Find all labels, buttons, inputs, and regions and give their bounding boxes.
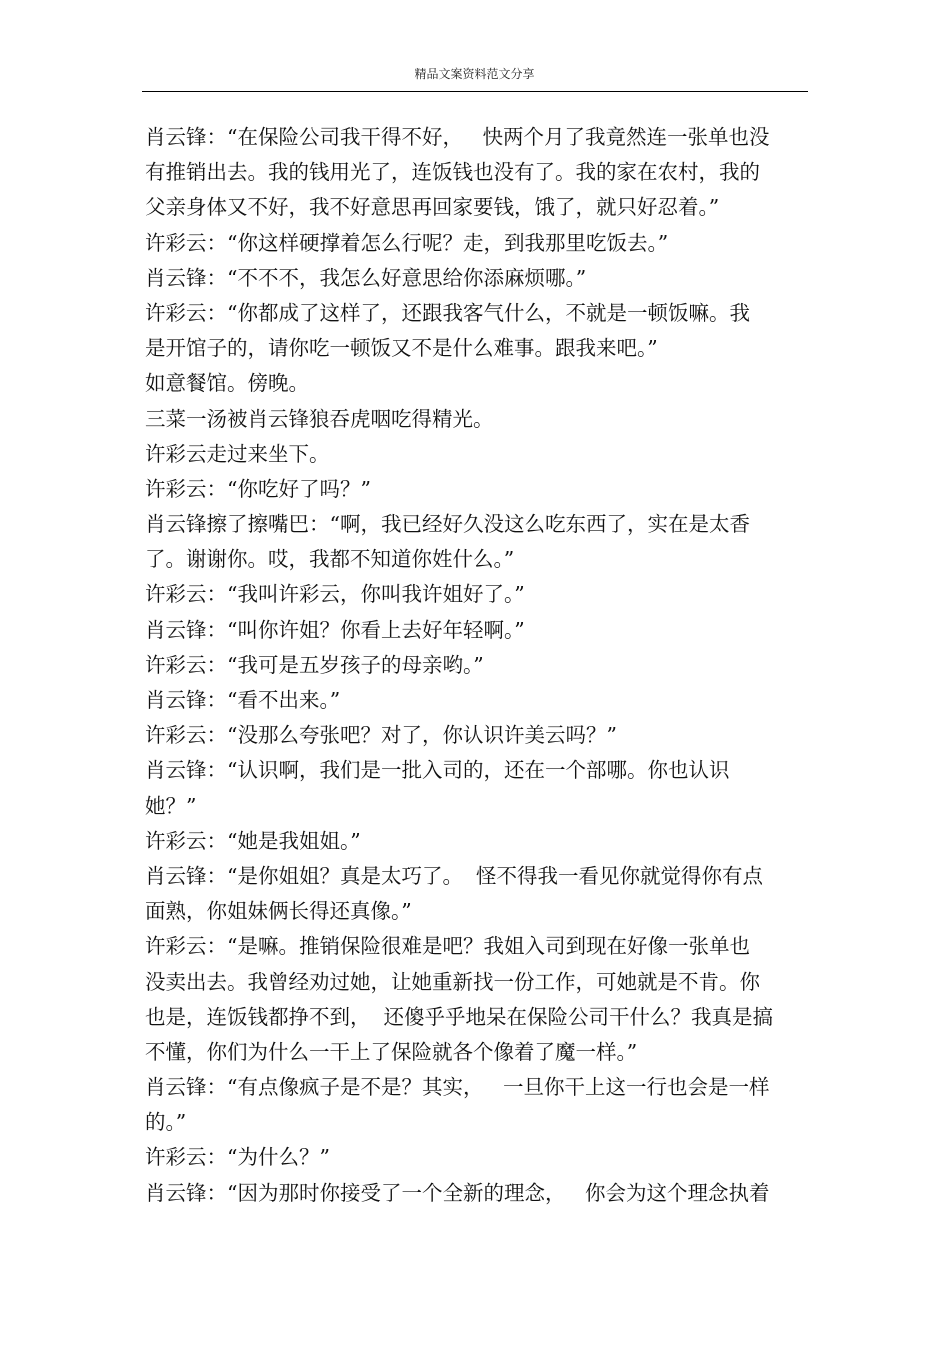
text-line: 如意餐馆。傍晚。 bbox=[145, 371, 309, 396]
document-body bbox=[145, 120, 805, 1211]
header-divider bbox=[142, 91, 808, 92]
text-line: 许彩云：“她是我姐姐。” bbox=[145, 828, 361, 853]
text-line: 三菜一汤被肖云锋狼吞虎咽吃得精光。 bbox=[145, 406, 494, 431]
text-line: 许彩云：“我可是五岁孩子的母亲哟。” bbox=[145, 652, 484, 677]
text-line: 许彩云：“没那么夸张吧？对了，你认识许美云吗？” bbox=[145, 723, 617, 748]
text-line: 许彩云：“你这样硬撑着怎么行呢？走，到我那里吃饭去。” bbox=[145, 230, 669, 255]
text-line: 许彩云：“是嘛。推销保险很难是吧？我姐入司到现在好像一张单也 bbox=[145, 934, 750, 959]
text-line: 肖云锋：“有点像疯子是不是？其实， 一旦你干上这一行也会是一样 bbox=[145, 1075, 770, 1100]
text-line: 也是，连饭钱都挣不到， 还傻乎乎地呆在保险公司干什么？我真是搞 bbox=[145, 1004, 774, 1029]
text-line: 是开馆子的，请你吃一顿饭又不是什么难事。跟我来吧。” bbox=[145, 336, 658, 361]
text-line: 许彩云：“你都成了这样了，还跟我客气什么，不就是一顿饭嘛。我 bbox=[145, 300, 750, 325]
text-line: 肖云锋：“是你姐姐？真是太巧了。 怪不得我一看见你就觉得你有点 bbox=[145, 863, 764, 888]
text-line: 父亲身体又不好，我不好意思再回家要钱，饿了，就只好忍着。” bbox=[145, 195, 720, 220]
text-line: 她？” bbox=[145, 793, 197, 818]
text-line: 肖云锋：“在保险公司我干得不好， 快两个月了我竟然连一张单也没 bbox=[145, 125, 770, 149]
text-line: 肖云锋：“因为那时你接受了一个全新的理念， 你会为这个理念执着 bbox=[145, 1180, 770, 1205]
text-line: 肖云锋擦了擦嘴巴：“啊，我已经好久没这么吃东西了，实在是太香 bbox=[145, 512, 750, 537]
text-line: 面熟，你姐妹俩长得还真像。” bbox=[145, 899, 412, 924]
text-line: 许彩云：“你吃好了吗？” bbox=[145, 476, 371, 501]
text-line: 许彩云：“为什么？” bbox=[145, 1145, 330, 1170]
text-line: 了。谢谢你。哎，我都不知道你姓什么。” bbox=[145, 547, 515, 572]
text-line: 的。” bbox=[145, 1110, 187, 1135]
text-line: 不懂，你们为什么一干上了保险就各个像着了魔一样。” bbox=[145, 1039, 638, 1064]
text-line: 许彩云走过来坐下。 bbox=[145, 441, 330, 466]
text-line: 许彩云：“我叫许彩云，你叫我许姐好了。” bbox=[145, 582, 525, 607]
text-line: 没卖出去。我曾经劝过她，让她重新找一份工作，可她就是不肯。你 bbox=[145, 969, 760, 994]
page-header: 精品文案资料范文分享 bbox=[414, 67, 535, 81]
text-line: 有推销出去。我的钱用光了，连饭钱也没有了。我的家在农村，我的 bbox=[145, 160, 760, 185]
text-line: 肖云锋：“看不出来。” bbox=[145, 688, 341, 712]
text-line: 肖云锋：“认识啊，我们是一批入司的，还在一个部哪。你也认识 bbox=[145, 758, 730, 783]
text-line: 肖云锋：“不不不，我怎么好意思给你添麻烦哪。” bbox=[145, 265, 587, 290]
text-line: 肖云锋：“叫你许姐？你看上去好年轻啊。” bbox=[145, 617, 525, 642]
